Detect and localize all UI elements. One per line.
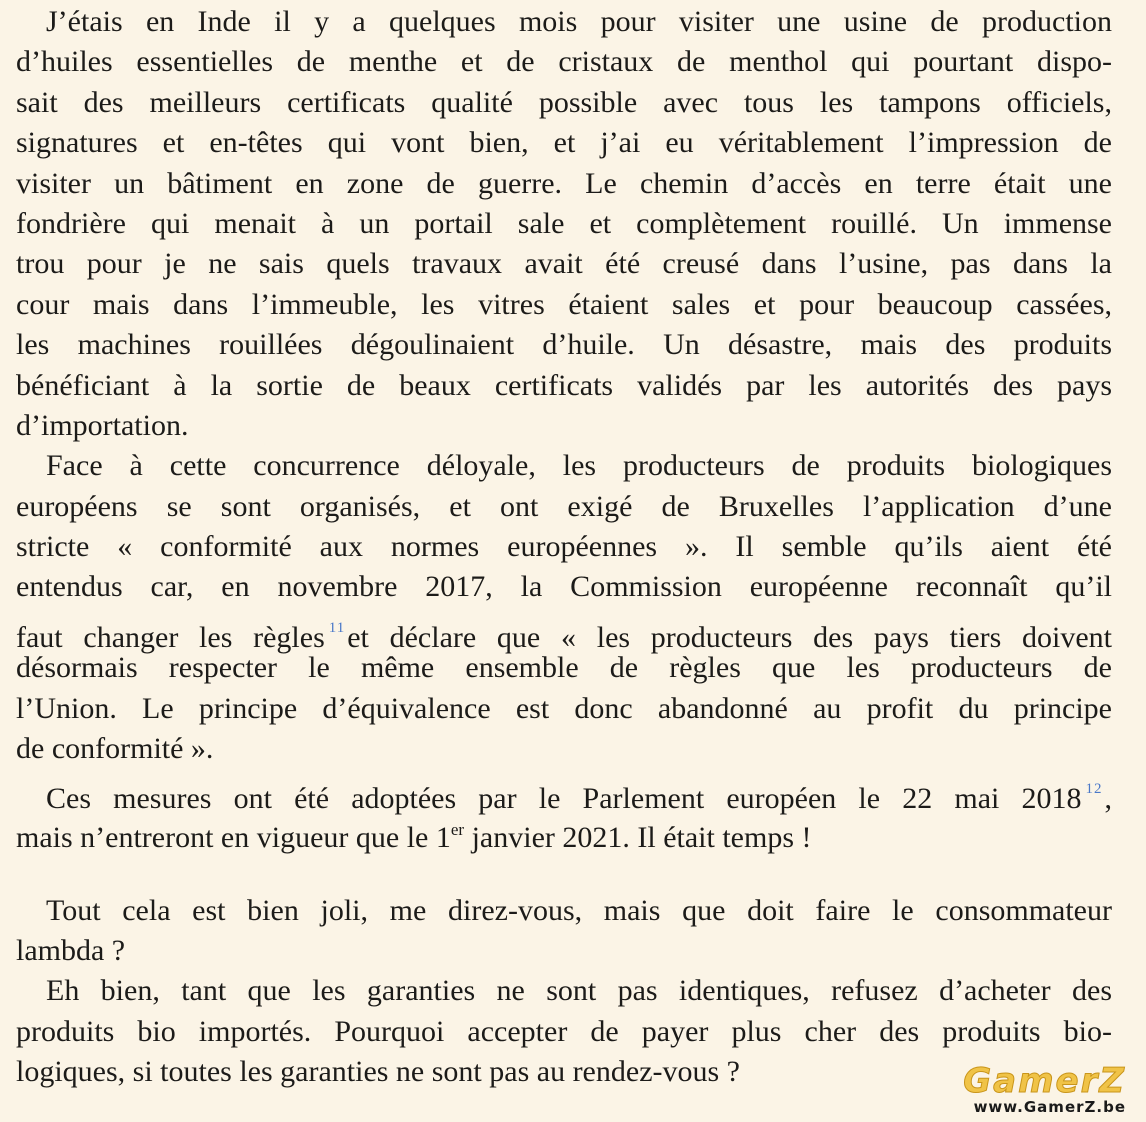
- text-line: européens se sont organisés, et ont exigé de Bruxelles l’application d’une: [16, 489, 1112, 523]
- text-line: trou pour je ne sais quels travaux avait été creusé dans l’usine, pas dans la: [16, 247, 1112, 281]
- text-line: Tout cela est bien joli, me direz-vous, mais que doit faire le consommateur: [46, 893, 1112, 927]
- superscript-er: er: [450, 819, 465, 839]
- text-line: stricte « conformité aux normes européennes ». Il semble qu’ils aient été: [16, 530, 1112, 564]
- paragraph-parliament-adoption: [16, 769, 1112, 854]
- text-segment: faut changer les règles: [16, 620, 325, 654]
- text-line: visiter un bâtiment en zone de guerre. Le chemin d’accès en terre était une: [16, 166, 1112, 200]
- text-line: cour mais dans l’immeuble, les vitres étaient sales et pour beaucoup cassées,: [16, 287, 1112, 321]
- text-line: les machines rouillées dégoulinaient d’huile. Un désastre, mais des produits: [16, 328, 1112, 362]
- footnote-link-11[interactable]: 11: [328, 619, 346, 636]
- text-segment: Ces mesures ont été adoptées par le Parlement européen le 22 mai 2018: [46, 782, 1082, 816]
- book-page-text: [16, 2, 1112, 1093]
- text-line: fondrière qui menait à un portail sale et complètement rouillé. Un immense: [16, 206, 1112, 240]
- watermark-url: www.GamerZ.be: [973, 1098, 1126, 1116]
- paragraph-advice: [16, 971, 1112, 1092]
- text-line: bénéficiant à la sortie de beaux certificats validés par les autorités des pays: [16, 368, 1112, 402]
- text-line: d’importation.: [16, 408, 189, 442]
- watermark-logo: GamerZ: [963, 1061, 1126, 1101]
- text-line-with-footnote: [16, 608, 1112, 654]
- text-line: d’huiles essentielles de menthe et de cristaux de menthol qui pourtant dispo-: [16, 45, 1112, 79]
- paragraph-european-producers: [16, 446, 1112, 769]
- paragraph-factory-visit: [16, 2, 1112, 446]
- text-line: de conformité ».: [16, 732, 214, 766]
- text-line: logiques, si toutes les garanties ne sont pas au rendez-vous ?: [16, 1055, 740, 1089]
- text-line: entendus car, en novembre 2017, la Commission européenne reconnaît qu’il: [16, 570, 1112, 604]
- text-segment: janvier 2021. Il était temps !: [464, 820, 812, 854]
- text-segment: ,: [1104, 782, 1112, 816]
- watermark: [963, 1061, 1126, 1116]
- text-line: Eh bien, tant que les garanties ne sont pas identiques, refusez d’acheter des: [46, 974, 1112, 1008]
- text-line-with-footnote: [16, 769, 1112, 816]
- text-line: l’Union. Le principe d’équivalence est donc abandonné au profit du principe: [16, 691, 1112, 725]
- footnote-link-12[interactable]: 12: [1085, 781, 1103, 798]
- text-line: [16, 810, 1112, 854]
- text-line: Face à cette concurrence déloyale, les producteurs de produits biologiques: [46, 449, 1112, 483]
- text-line: produits bio importés. Pourquoi accepter de payer plus cher des produits bio-: [16, 1014, 1112, 1048]
- text-line: sait des meilleurs certificats qualité possible avec tous les tampons officiels,: [16, 85, 1112, 119]
- text-line: désormais respecter le même ensemble de règles que les producteurs de: [16, 651, 1112, 685]
- text-line: lambda ?: [16, 933, 126, 967]
- text-segment: mais n’entreront en vigueur que le 1: [16, 820, 451, 854]
- paragraph-consumer-question: [16, 891, 1112, 972]
- section-break: [16, 850, 1112, 890]
- text-line: signatures et en-têtes qui vont bien, et j’ai eu véritablement l’impression de: [16, 126, 1112, 160]
- text-segment: et déclare que « les producteurs des pays tiers doivent: [347, 620, 1112, 654]
- text-line: J’étais en Inde il y a quelques mois pour visiter une usine de production: [46, 5, 1112, 38]
